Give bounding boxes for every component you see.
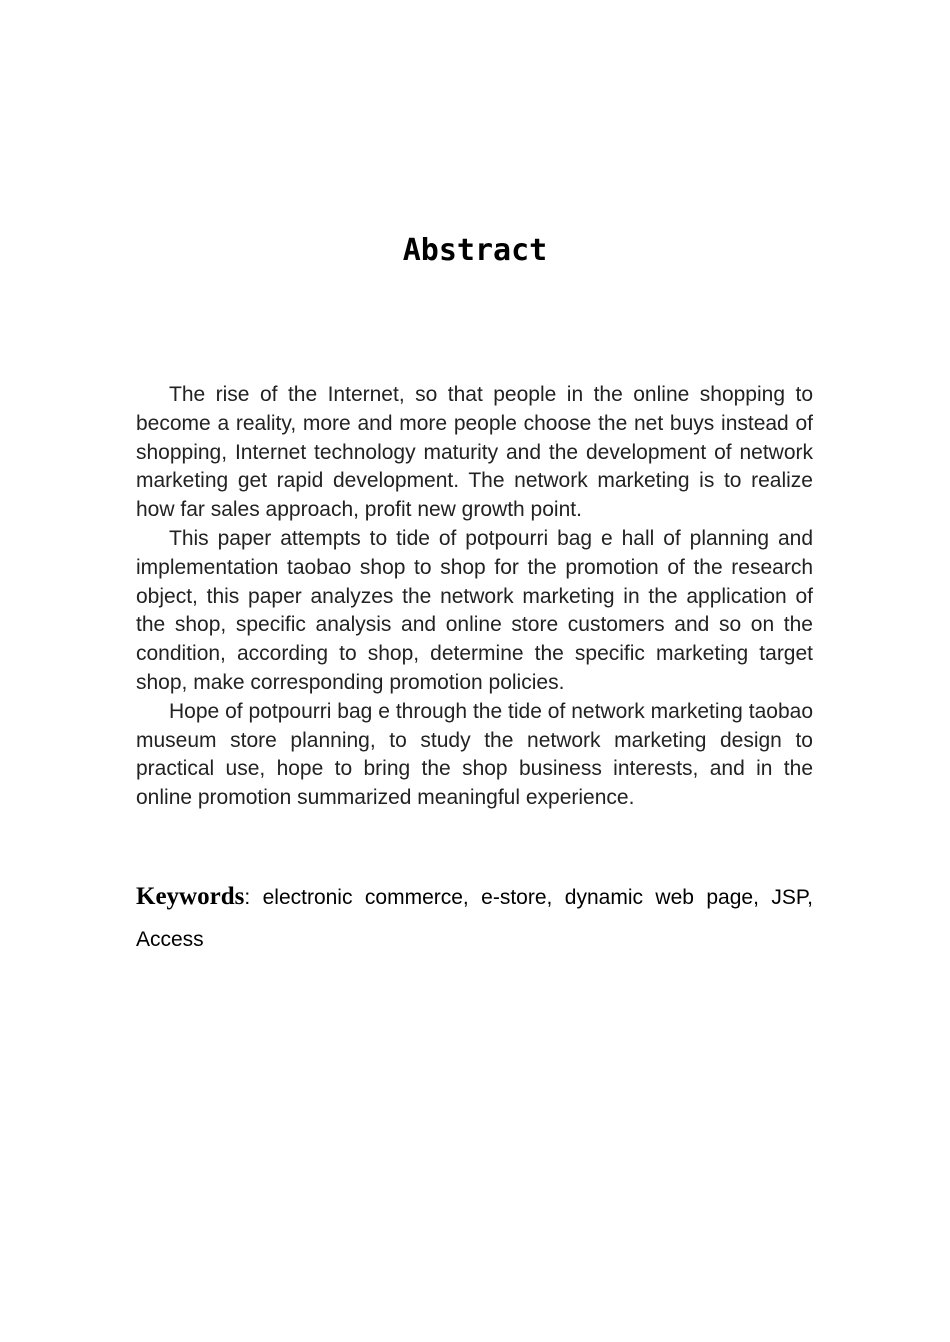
keywords-text: electronic commerce, e-store, dynamic web page, JSP, Access [136,886,813,951]
keywords-label: Keywords [136,883,245,910]
keywords-separator: : [244,886,251,909]
keywords-line [136,876,813,961]
abstract-paragraph-3: Hope of potpourri bag e through the tide of network marketing taobao museum store planning, to study the network marketing design to practical use, hope to bring the shop business interests, and in the online promotion summarized meaningful experience. [136,699,813,810]
abstract-paragraph-1: The rise of the Internet, so that people in the online shopping to become a reality, more and more people choose the net buys instead of shopping, Internet technology maturity and the development of network marketing get rapid development. The network marketing is to realize how far sales approach, profit new growth point. [136,383,813,522]
page-title: Abstract [402,233,548,268]
abstract-body [136,381,813,813]
abstract-paragraph-2: This paper attempts to tide of potpourri bag e hall of planning and implementation taobao shop to shop for the promotion of the research object, this paper analyzes the network marketing in the application of the shop, specific analysis and online store customers and so on the condition, according to shop, determine the specific marketing target shop, make corresponding promotion policies. [136,526,813,694]
